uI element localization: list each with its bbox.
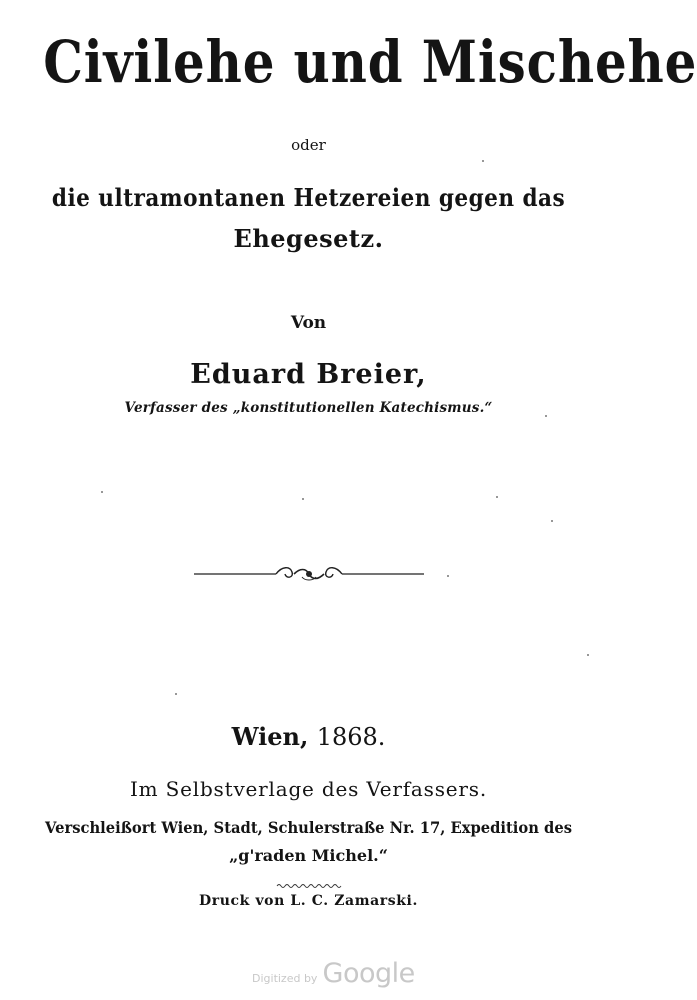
digitized-watermark	[252, 958, 415, 989]
imprint-year: 1868.	[316, 723, 386, 751]
subtitle-line-1: die ultramontanen Hetzereien gegen das	[51, 183, 566, 212]
ornament-divider-graphic	[194, 562, 424, 584]
watermark-prefix: Digitized by	[252, 972, 318, 985]
printer-line: Druck von L. C. Zamarski.	[199, 893, 418, 909]
imprint-place-year	[0, 722, 617, 751]
imprint-place: Wien,	[231, 722, 309, 751]
author-name: Eduard Breier,	[190, 359, 427, 390]
book-title: Civilehe und Mischehe	[43, 28, 697, 96]
distribution-line-1: Verschleißort Wien, Stadt, Schulerstraße Nr. 17, Expedition des	[45, 818, 572, 837]
scan-speck	[175, 693, 177, 695]
watermark-brand: Google	[322, 958, 415, 989]
scan-speck	[447, 575, 449, 577]
scan-speck	[302, 498, 304, 500]
wavy-rule-graphic	[277, 883, 341, 889]
author-role: Verfasser des „konstitutionellen Katechismus.“	[124, 400, 493, 416]
scan-speck	[587, 654, 589, 656]
publisher-line: Im Selbstverlage des Verfassers.	[129, 777, 487, 801]
title-conjunction: oder	[291, 136, 326, 154]
scan-speck	[545, 415, 547, 417]
scan-speck	[551, 520, 553, 522]
wavy-rule	[0, 874, 617, 893]
scan-speck	[101, 491, 103, 493]
ornament-divider	[0, 562, 617, 588]
subtitle-line-2: Ehegesetz.	[233, 224, 384, 253]
scan-speck	[482, 160, 484, 162]
scan-speck	[496, 496, 498, 498]
by-label: Von	[290, 313, 327, 333]
distribution-line-2: „g'raden Michel.“	[229, 846, 388, 865]
